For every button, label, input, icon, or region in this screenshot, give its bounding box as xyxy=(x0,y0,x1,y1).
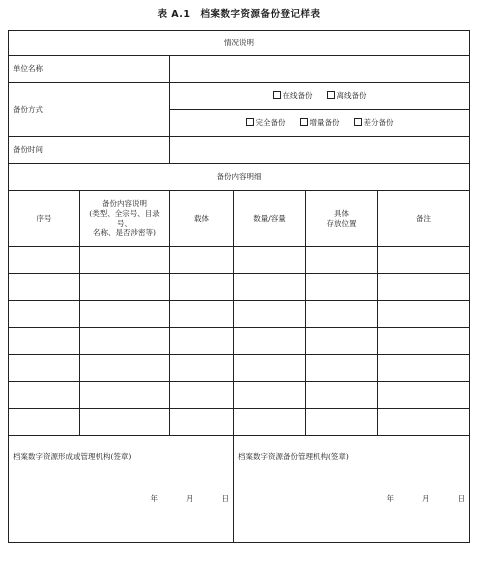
option-label: 差分备份 xyxy=(363,118,394,128)
table-cell[interactable] xyxy=(234,274,306,301)
option-label: 离线备份 xyxy=(336,91,367,101)
online-backup-option[interactable] xyxy=(273,91,313,101)
table-cell[interactable] xyxy=(80,382,170,409)
signature-label-left: 档案数字资源形成或管理机构(签章) xyxy=(13,452,132,461)
column-header-remarks: 备注 xyxy=(378,191,470,247)
table-cell[interactable] xyxy=(9,301,80,328)
table-cell[interactable] xyxy=(80,247,170,274)
signature-cell-right xyxy=(234,436,470,543)
table-cell[interactable] xyxy=(80,355,170,382)
table-cell[interactable] xyxy=(306,247,378,274)
location-header-line: 具体 xyxy=(334,208,349,218)
section-info-header: 情况说明 xyxy=(9,31,470,56)
location-header-line: 存放位置 xyxy=(326,218,357,228)
signature-date-left xyxy=(151,494,230,504)
unit-name-field[interactable] xyxy=(170,56,470,83)
table-cell[interactable] xyxy=(378,409,470,436)
signature-date-right xyxy=(387,494,466,504)
year-label: 年 xyxy=(386,494,394,503)
table-cell[interactable] xyxy=(378,301,470,328)
table-cell[interactable] xyxy=(378,274,470,301)
backup-method-row-2 xyxy=(170,110,470,137)
column-header-location xyxy=(306,191,378,247)
table-cell[interactable] xyxy=(170,382,234,409)
option-label: 在线备份 xyxy=(282,91,313,101)
unit-name-label: 单位名称 xyxy=(9,56,170,83)
backup-method-label: 备份方式 xyxy=(9,83,170,137)
checkbox-icon[interactable] xyxy=(327,91,335,99)
detail-rows xyxy=(9,247,470,436)
incremental-backup-option[interactable] xyxy=(300,118,340,128)
table-cell[interactable] xyxy=(234,247,306,274)
differential-backup-option[interactable] xyxy=(354,118,394,128)
table-cell[interactable] xyxy=(9,382,80,409)
table-row xyxy=(9,274,470,301)
table-cell[interactable] xyxy=(80,301,170,328)
table-cell[interactable] xyxy=(306,301,378,328)
table-cell[interactable] xyxy=(306,382,378,409)
table-row xyxy=(9,247,470,274)
table-cell[interactable] xyxy=(234,355,306,382)
backup-registration-table xyxy=(8,30,470,543)
table-cell[interactable] xyxy=(80,328,170,355)
table-cell[interactable] xyxy=(234,409,306,436)
table-cell[interactable] xyxy=(9,247,80,274)
description-header-line: 名称、是否涉密等) xyxy=(93,228,156,238)
table-row xyxy=(9,355,470,382)
table-cell[interactable] xyxy=(234,301,306,328)
table-cell[interactable] xyxy=(378,247,470,274)
table-cell[interactable] xyxy=(170,301,234,328)
signature-cell-left xyxy=(9,436,234,543)
backup-time-label: 备份时间 xyxy=(9,137,170,164)
table-cell[interactable] xyxy=(306,274,378,301)
column-header-quantity: 数量/容量 xyxy=(234,191,306,247)
backup-time-field[interactable] xyxy=(170,137,470,164)
checkbox-icon[interactable] xyxy=(300,118,308,126)
table-cell[interactable] xyxy=(306,355,378,382)
table-row xyxy=(9,382,470,409)
checkbox-icon[interactable] xyxy=(354,118,362,126)
month-label: 月 xyxy=(186,494,194,503)
table-cell[interactable] xyxy=(9,409,80,436)
offline-backup-option[interactable] xyxy=(327,91,367,101)
table-cell[interactable] xyxy=(170,355,234,382)
day-label: 日 xyxy=(457,494,465,503)
table-row xyxy=(9,301,470,328)
full-backup-option[interactable] xyxy=(246,118,286,128)
table-cell[interactable] xyxy=(378,328,470,355)
table-cell[interactable] xyxy=(9,274,80,301)
description-header-line: (类型、全宗号、目录号、 xyxy=(89,208,160,228)
table-cell[interactable] xyxy=(234,328,306,355)
table-cell[interactable] xyxy=(306,409,378,436)
column-header-description xyxy=(80,191,170,247)
table-cell[interactable] xyxy=(9,328,80,355)
table-cell[interactable] xyxy=(378,355,470,382)
checkbox-icon[interactable] xyxy=(273,91,281,99)
table-title: 表 A.1 档案数字资源备份登记样表 xyxy=(157,9,321,20)
year-label: 年 xyxy=(150,494,158,503)
column-header-carrier: 载体 xyxy=(170,191,234,247)
table-row xyxy=(9,328,470,355)
table-cell[interactable] xyxy=(9,355,80,382)
table-cell[interactable] xyxy=(170,274,234,301)
table-row xyxy=(9,409,470,436)
option-label: 增量备份 xyxy=(309,118,340,128)
table-cell[interactable] xyxy=(306,328,378,355)
table-cell[interactable] xyxy=(170,247,234,274)
checkbox-icon[interactable] xyxy=(246,118,254,126)
table-cell[interactable] xyxy=(170,328,234,355)
section-details-header: 备份内容明细 xyxy=(9,164,470,191)
option-label: 完全备份 xyxy=(255,118,286,128)
signature-label-right: 档案数字资源备份管理机构(签章) xyxy=(238,452,349,461)
month-label: 月 xyxy=(422,494,430,503)
day-label: 日 xyxy=(221,494,229,503)
table-cell[interactable] xyxy=(80,409,170,436)
description-header-line: 备份内容说明 xyxy=(102,199,147,208)
table-cell[interactable] xyxy=(234,382,306,409)
column-header-seq: 序号 xyxy=(9,191,80,247)
backup-method-row-1 xyxy=(170,83,470,110)
table-cell[interactable] xyxy=(378,382,470,409)
table-cell[interactable] xyxy=(170,409,234,436)
table-cell[interactable] xyxy=(80,274,170,301)
